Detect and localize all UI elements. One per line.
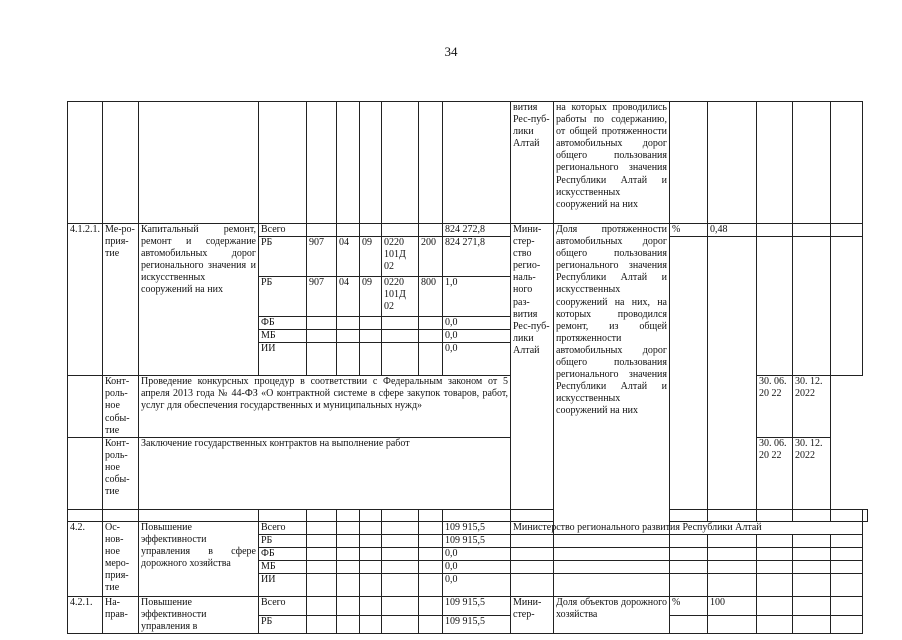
admin-cell: Мини-стер-ство регио-наль-ного раз-вития Рес-пуб-лики Алтай — [511, 224, 554, 510]
fin-sum: 824 272,8 — [443, 224, 511, 237]
table-row: ИИ 0,0 — [68, 574, 868, 597]
program-table — [67, 101, 868, 634]
table-row: РБ 109 915,5 — [68, 534, 868, 547]
row-name: Повышение эффективности управления в сфере дорожного хозяйства — [139, 521, 259, 596]
page-number: 34 — [444, 44, 458, 59]
row-number: 4.1.2.1. — [68, 224, 103, 376]
row-name: Повышение эффективности управления в — [139, 597, 259, 634]
admin-cell: Мини-стер- — [511, 597, 554, 634]
admin-cell: Министерство регионального развития Республики Алтай — [511, 521, 863, 534]
row-type: Конт-роль-ное собы-тие — [103, 437, 139, 509]
row-type: Ос-нов-ное меро-прия-тие — [103, 521, 139, 596]
indicator-cell: Доля объектов дорожного хозяйства — [554, 597, 670, 634]
table-row: РБ 907 04 09 0220 101Д 02 800 1,0 — [68, 277, 868, 317]
event-text: Заключение государственных контрактов на выполнение работ — [139, 437, 511, 509]
table-row: ФБ 0,0 — [68, 547, 868, 560]
table-row: ФБ 0,0 — [68, 317, 868, 330]
table-row: 4.2.1. На-прав- Повышение эффективности управления в Всего 109 915,5 Мини-стер- Доля объектов дорожного хозяйства % 100 — [68, 597, 868, 616]
event-text: Проведение конкурсных процедур в соответствии с Федеральным законом от 5 апреля 2013 года № 44-ФЗ «О контрактной системе в сфере закупок товаров, работ, услуг для обеспечения государственных и муниципальных нужд» — [139, 376, 511, 437]
table-row: 4.2. Ос-нов-ное меро-прия-тие Повышение эффективности управления в сфере дорожного хозяйства Всего 109 915,5 Министерство регионального развития Республики Алтай — [68, 521, 868, 534]
indicator-cell: на которых проводились работы по содержанию, от общей протяженности автомобильных дорог общего пользования регионального значения Республики Алтай и искусственных сооружений на них — [554, 102, 670, 224]
indicator-cell: Доля протяженности автомобильных дорог общего пользования регионального значения Республики Алтай и искусственных сооружений на них, на которых проводился ремонт, из общей протяженности автомобильных дорог общего пользования регионального значения Республики Алтай и искусственных сооружений на них — [554, 224, 670, 535]
row-type: Ме-ро-прия-тие — [103, 224, 139, 376]
row-number: 4.2.1. — [68, 597, 103, 634]
date-end: 30. 12. 2022 — [793, 376, 831, 437]
table-row — [68, 509, 868, 521]
table-row: МБ 0,0 — [68, 561, 868, 574]
fin-source: Всего — [259, 224, 307, 237]
admin-cell: вития Рес-пуб-лики Алтай — [511, 102, 554, 224]
row-type: Конт-роль-ное собы-тие — [103, 376, 139, 437]
unit-cell: % — [670, 224, 708, 237]
date-start: 30. 06. 20 22 — [757, 437, 793, 509]
table-row — [68, 102, 868, 224]
unit-cell: % — [670, 597, 708, 616]
row-name: Капитальный ремонт, ремонт и содержание автомобильных дорог регионального значения и искусственных сооружений на них — [139, 224, 259, 376]
date-end: 30. 12. 2022 — [793, 437, 831, 509]
value-cell: 100 — [708, 597, 757, 616]
value-cell: 0,48 — [708, 224, 757, 237]
date-start: 30. 06. 20 22 — [757, 376, 793, 437]
table-row: ИИ 0,0 — [68, 343, 868, 376]
row-number: 4.2. — [68, 521, 103, 596]
row-type: На-прав- — [103, 597, 139, 634]
table-row — [68, 224, 868, 237]
table-row: МБ 0,0 — [68, 330, 868, 343]
table-row: РБ 109 915,5 — [68, 615, 868, 634]
table-row: РБ 907 04 09 0220 101Д 02 200 824 271,8 — [68, 237, 868, 277]
